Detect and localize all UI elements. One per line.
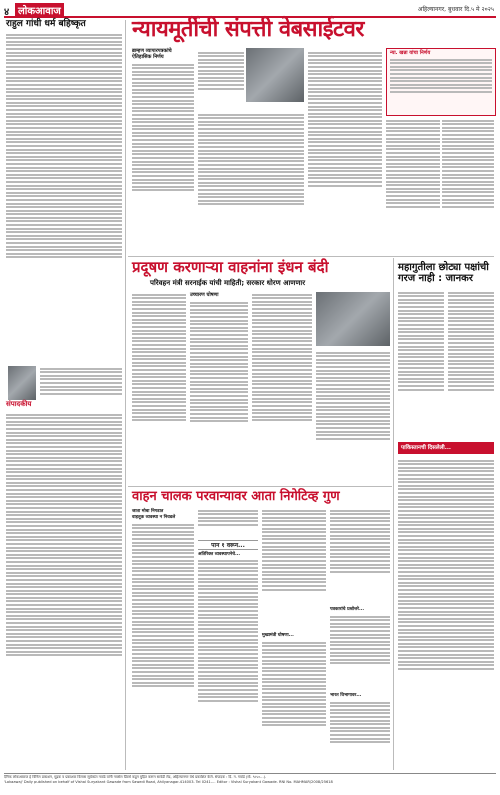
- article-driver-col4: [330, 508, 390, 604]
- article-justices-col4: [308, 50, 382, 250]
- headline-main: न्यायमूर्तीची संपत्ती वेबसाईटवर: [132, 17, 364, 42]
- column-divider-left: [125, 20, 126, 770]
- sidebar-box-text: [387, 57, 495, 111]
- subhead-announcement: उच्चारण घोषणा: [190, 292, 219, 298]
- headline-driver: वाहन चालक परवान्यावर आता निगेटिव्ह गुण: [132, 489, 340, 504]
- article-justices-col2: [198, 50, 244, 110]
- editorial-text: [6, 412, 122, 768]
- row-divider-2: [128, 486, 392, 487]
- article-justices-col5: [386, 118, 440, 252]
- imprint-line-marathi: दैनिक लोकआवाज हे विनिल प्रकाशन, मुद्रक व प्रकाशक विलास सूर्यकांत गवांडे यांनी नवसेरा प्रिंटर्स कडून मुद्रित करून सावेडी रोड, अहिल्यानगर येथे प्रकाशित केले. संपादक : दि. ग. गवांडे (मो. ९८५०...).: [4, 775, 267, 779]
- sidebar-box-title: न्या. खन्ना यांचा निर्णय: [390, 50, 431, 56]
- article-driver-col2: [198, 558, 258, 768]
- article-justices-col3: [198, 112, 304, 252]
- article-rahul-text: [6, 32, 122, 362]
- article-driver-col4b: [330, 614, 390, 690]
- article-justices-col6: [442, 118, 494, 252]
- article-driver-col1: [132, 522, 194, 768]
- fuel-story-photo: [316, 292, 390, 346]
- subhead-extra: अतिरिक्त व्यवस्थापनेचे...: [198, 552, 241, 557]
- editorial-intro: [40, 366, 122, 400]
- subhead-historic-1: ब्राम्हण व्यापारपत्रकांचे: [132, 48, 172, 54]
- article-right-lower: [398, 458, 494, 768]
- subhead-driver-1: जाता मोबा निगडात: [132, 509, 164, 514]
- editorial-photo: [8, 366, 36, 400]
- subhead-journalists: पत्रकारांचे प्रश्नोत्तरे...: [330, 607, 365, 612]
- subhead-historic-2: ऐतिहासिक निर्णय: [132, 54, 164, 60]
- article-fuel-col4: [316, 350, 390, 482]
- article-driver-col2-top: [198, 508, 258, 538]
- article-jankar-col2: [448, 290, 494, 438]
- subhead-driver-2: वाहतूक व्यवस्था न निवडले: [132, 515, 176, 520]
- date-line: अहिल्यानगर, बुधवार दि.५ मे २०२५: [417, 6, 494, 13]
- sidebar-box-khanna: [386, 48, 496, 116]
- editorial-label: संपादकीय: [6, 400, 32, 408]
- subhead-india: भारत विभागावर...: [330, 693, 362, 698]
- article-fuel-col3: [252, 292, 312, 482]
- row-divider-1: [128, 256, 494, 257]
- imprint-footer: [4, 773, 496, 784]
- article-jankar-col1: [398, 290, 444, 438]
- continued-label: पान १ वरून...: [198, 540, 258, 550]
- subhead-cm: मुख्यमंत्री घोषणा...: [262, 633, 294, 638]
- newspaper-logo: लोकआवाज: [15, 3, 64, 17]
- article-fuel-col2: [190, 300, 248, 482]
- subheadline-fuel: परिवहन मंत्री सरनाईक यांची माहिती; सरकार धोरण आणणार: [150, 279, 306, 287]
- headline-rahul: राहुल गांधी धर्म बहिष्कृत: [6, 19, 86, 29]
- subhead-historic: [132, 48, 172, 60]
- sidebar-banner-pakistan: पाकिस्तानची दिसलेली...: [398, 442, 494, 454]
- page-number: ४: [4, 7, 10, 18]
- article-fuel-col1: [132, 292, 186, 482]
- article-driver-col4c: [330, 700, 390, 768]
- article-driver-col3b: [262, 640, 326, 768]
- imprint-line-english: 'Lokaawaj' Daily published on behalf of Vishal Suryakant Gawade from Sawedi Road, Ahilyanagar-414003. Tel 0241-... Editor : Vishal Suryakant Gawade. RNI No. MAHMAR/2008/25618: [4, 779, 333, 784]
- headline-fuel: प्रदूषण करणाऱ्या वाहनांना इंधन बंदी: [132, 258, 329, 276]
- supreme-court-photo: [246, 48, 304, 102]
- article-driver-col3: [262, 508, 326, 628]
- article-justices-col1: [132, 62, 194, 252]
- subhead-driver: [132, 508, 175, 520]
- column-divider-right: [393, 258, 394, 770]
- headline-jankar: महागुतीला छोट्या पक्षांची गरज नाही : जानकर: [398, 262, 489, 284]
